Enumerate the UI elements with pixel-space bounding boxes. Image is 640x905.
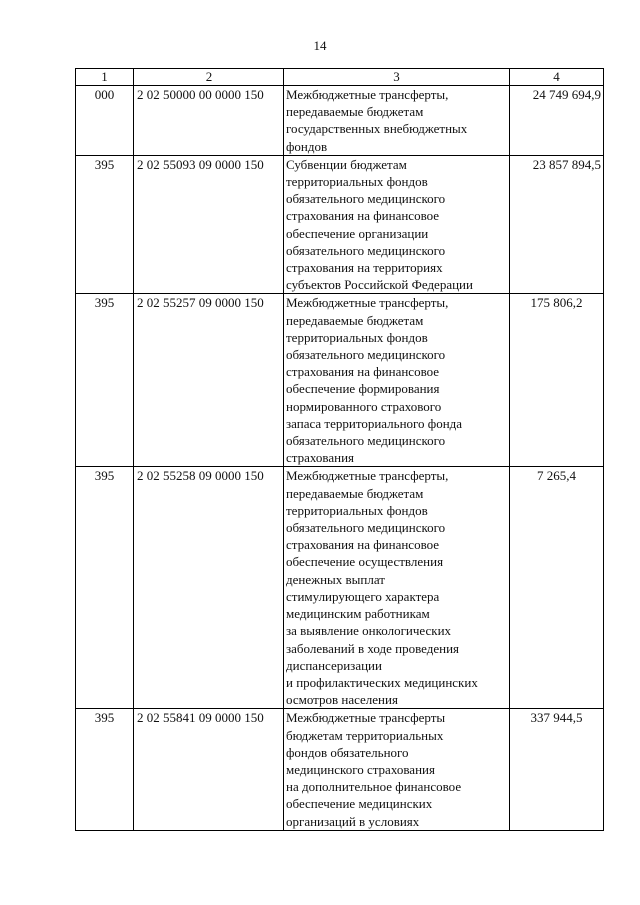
admin-code-cell: 395 (76, 294, 134, 467)
admin-code-cell: 395 (76, 155, 134, 294)
budget-classification-code-cell: 2 02 55841 09 0000 150 (134, 709, 284, 830)
description-line: передаваемые бюджетам (286, 312, 424, 328)
description-line: обеспечение осуществления (286, 554, 444, 570)
description-line: Межбюджетные трансферты, (286, 295, 449, 311)
description-line: государственных внебюджетных (286, 121, 468, 137)
description-cell (284, 709, 510, 830)
header-col-3: 3 (284, 69, 510, 86)
description-line: страхования на финансовое (286, 208, 440, 224)
header-col-1: 1 (76, 69, 134, 86)
description-line: обязательного медицинского (286, 433, 446, 449)
page-number: 14 (313, 38, 327, 53)
description-cell (284, 86, 510, 156)
description-line: за выявление онкологических (286, 623, 452, 639)
description-line: заболеваний в ходе проведения (286, 640, 460, 656)
table-header (76, 69, 604, 86)
description-line: организаций в условиях (286, 813, 420, 829)
description-line: Межбюджетные трансферты (286, 710, 446, 726)
amount-cell: 7 265,4 (510, 467, 604, 709)
description-line: Межбюджетные трансферты, (286, 468, 449, 484)
table-row (76, 86, 604, 156)
table-row (76, 709, 604, 830)
description-line: на дополнительное финансовое (286, 779, 462, 795)
description-line: обязательного медицинского (286, 520, 446, 536)
budget-classification-code-cell: 2 02 55258 09 0000 150 (134, 467, 284, 709)
description-line: передаваемые бюджетам (286, 104, 424, 120)
description-line: территориальных фондов (286, 329, 428, 345)
amount-cell: 23 857 894,5 (510, 155, 604, 294)
description-line: стимулирующего характера (286, 588, 440, 604)
description-line: передаваемые бюджетам (286, 485, 424, 501)
admin-code-cell: 395 (76, 467, 134, 709)
header-col-2: 2 (134, 69, 284, 86)
description-cell (284, 467, 510, 709)
description-line: территориальных фондов (286, 502, 428, 518)
description-line: субъектов Российской Федерации (286, 277, 473, 293)
description-line: Субвенции бюджетам (286, 156, 407, 172)
budget-table (75, 68, 604, 831)
description-line: страхования на финансовое (286, 364, 440, 380)
table-row (76, 467, 604, 709)
table-row (76, 294, 604, 467)
amount-cell: 24 749 694,9 (510, 86, 604, 156)
description-line: фондов обязательного (286, 744, 409, 760)
budget-classification-code-cell: 2 02 55093 09 0000 150 (134, 155, 284, 294)
description-line: медицинским работникам (286, 606, 430, 622)
description-line: бюджетам территориальных (286, 727, 444, 743)
description-line: медицинского страхования (286, 761, 435, 777)
amount-cell: 337 944,5 (510, 709, 604, 830)
description-line: денежных выплат (286, 571, 385, 587)
table-row (76, 155, 604, 294)
description-line: обязательного медицинского (286, 242, 446, 258)
admin-code-cell: 000 (76, 86, 134, 156)
description-line: нормированного страхового (286, 398, 442, 414)
description-cell (284, 155, 510, 294)
description-line: обеспечение организации (286, 225, 429, 241)
description-line: запаса территориального фонда (286, 415, 463, 431)
description-line: обеспечение медицинских (286, 796, 433, 812)
description-line: и профилактических медицинских (286, 674, 478, 690)
header-col-4: 4 (510, 69, 604, 86)
description-line: обеспечение формирования (286, 381, 440, 397)
description-line: диспансеризации (286, 657, 382, 673)
budget-classification-code-cell: 2 02 50000 00 0000 150 (134, 86, 284, 156)
admin-code-cell: 395 (76, 709, 134, 830)
description-line: страхования на территориях (286, 260, 443, 276)
amount-cell: 175 806,2 (510, 294, 604, 467)
description-line: осмотров населения (286, 692, 398, 708)
description-line: страхования на финансовое (286, 537, 440, 553)
description-line: страхования (286, 450, 355, 466)
description-line: территориальных фондов (286, 174, 428, 190)
table-body (76, 86, 604, 831)
header-row (76, 69, 604, 86)
description-line: обязательного медицинского (286, 347, 446, 363)
description-cell (284, 294, 510, 467)
budget-classification-code-cell: 2 02 55257 09 0000 150 (134, 294, 284, 467)
description-line: обязательного медицинского (286, 191, 446, 207)
description-line: Межбюджетные трансферты, (286, 87, 449, 102)
description-line: фондов (286, 138, 328, 154)
